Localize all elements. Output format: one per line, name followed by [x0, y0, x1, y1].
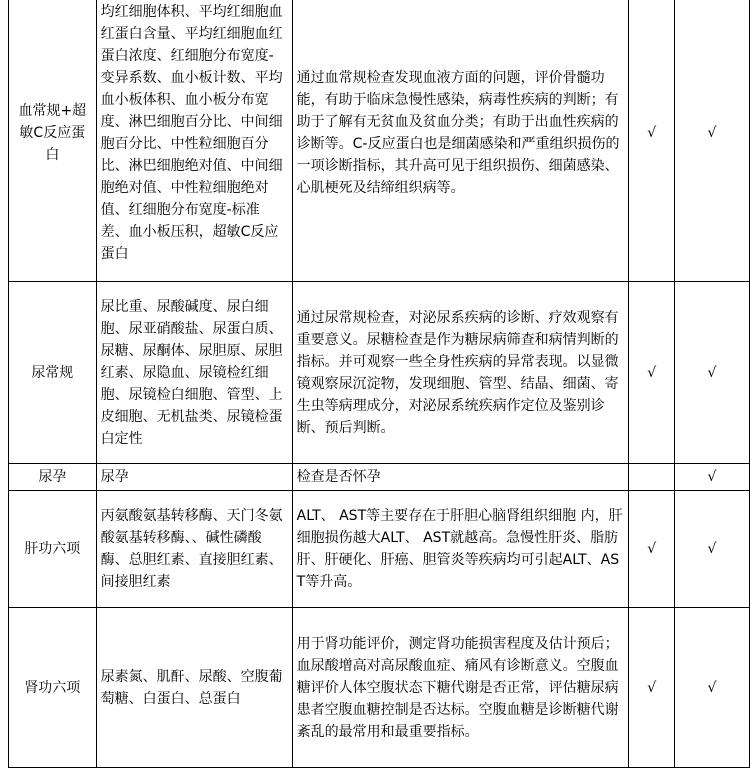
check-mark-a: √ [629, 608, 675, 768]
exam-name [9, 608, 97, 768]
exam-items-text: 尿素氮、肌酐、尿酸、空腹葡萄糖、白蛋白、总蛋白 [100, 668, 283, 707]
exam-name [9, 491, 97, 608]
exam-name [9, 464, 97, 491]
exam-items [96, 491, 292, 608]
exam-name-text: 尿常规 [31, 364, 74, 381]
exam-items [96, 0, 292, 282]
exam-description-text: 通过血常规检查发现血液方面的问题，评价骨髓功能，有助于临床急慢性感染，病毒性疾病的判断；有助于了解有无贫血及贫血分类；有助于出血性疾病的诊断等。C-反应蛋白也是细菌感染和严重组织损伤的一项诊断指标，其升高可见于组织损伤、细菌感染、心肌梗死及结缔组织病等。 [296, 70, 620, 196]
exam-name-text: 尿孕 [38, 469, 67, 485]
exam-description [292, 491, 629, 608]
check-mark-b: √ [674, 464, 749, 491]
exam-items [96, 282, 292, 464]
exam-name [9, 282, 97, 464]
exam-items [96, 608, 292, 768]
check-mark-a: √ [629, 282, 675, 464]
exam-items-text: 尿孕 [100, 469, 129, 485]
check-mark-a: √ [629, 0, 675, 282]
exam-name-text: 肝功六项 [24, 541, 81, 557]
exam-description [292, 282, 629, 464]
check-mark-b: √ [674, 608, 749, 768]
table-row-blood-routine [9, 0, 750, 282]
table-row-urine-pregnancy [9, 464, 750, 491]
exam-description [292, 608, 629, 768]
table-row-liver-function [9, 491, 750, 608]
check-mark-a: √ [629, 491, 675, 608]
exam-items-text: 尿比重、尿酸碱度、尿白细胞、尿亚硝酸盐、尿蛋白质、尿糖、尿酮体、尿胆原、尿胆红素、尿隐血、尿镜检红细胞、尿镜检白细胞、管型、上皮细胞、无机盐类、尿镜检蛋白定性 [100, 298, 283, 447]
exam-description-text: ALT、 AST等主要存在于肝胆心脑肾组织细胞 内，肝细胞损伤越大ALT、 AST就越高。急慢性肝炎、脂肪肝、肝硬化、肝癌、胆管炎等疾病均可引起ALT、AST等升高。 [296, 508, 623, 590]
exam-items-text: 均红细胞体积、平均红细胞血红蛋白含量、平均红细胞血红蛋白浓度、红细胞分布宽度-变异系数、血小板计数、平均血小板体积、血小板分布宽度、淋巴细胞百分比、中间细胞百分比、中性粒细胞百分比、淋巴细胞绝对值、中间细胞绝对值、中性粒细胞绝对值、红细胞分布宽度-标准差、血小板压积，超敏C反应蛋白 [100, 4, 283, 262]
exam-name-text: 肾功六项 [24, 679, 81, 696]
exam-name [9, 0, 97, 282]
table-row-kidney-function [9, 608, 750, 768]
check-mark-a [629, 464, 675, 491]
exam-description [292, 0, 629, 282]
exam-description-text: 用于肾功能评价，测定肾功能损害程度及估计预后；血尿酸增高对高尿酸血症、痛风有诊断意义。空腹血糖评价人体空腹状态下糖代谢是否正常，评估糖尿病患者空腹血糖控制是否达标。空腹血糖是诊断糖代谢紊乱的最常用和最重要指标。 [296, 635, 619, 740]
exam-name-text: 血常规+超敏C反应蛋白 [18, 103, 87, 163]
exam-items [96, 464, 292, 491]
check-mark-b: √ [674, 491, 749, 608]
exam-items-text: 丙氨酸氨基转移酶、天门冬氨酸氨基转移酶、、碱性磷酸酶、总胆红素、直接胆红素、间接胆红素 [100, 508, 283, 590]
exam-description-text: 检查是否怀孕 [296, 469, 381, 485]
exam-description [292, 464, 629, 491]
exam-description-text: 通过尿常规检查，对泌尿系疾病的诊断、疗效观察有重要意义。尿糖检查是作为糖尿病筛查和病情判断的指标。并可观察一些全身性疾病的异常表现。以显微镜观察尿沉淀物，发现细胞、管型、结晶、细菌、寄生虫等病理成分，对泌尿系统疾病作定位及鉴别诊断、预后判断。 [296, 309, 619, 436]
exam-items-table [8, 0, 750, 768]
table-row-urine-routine [9, 282, 750, 464]
check-mark-b: √ [674, 0, 749, 282]
check-mark-b: √ [674, 282, 749, 464]
